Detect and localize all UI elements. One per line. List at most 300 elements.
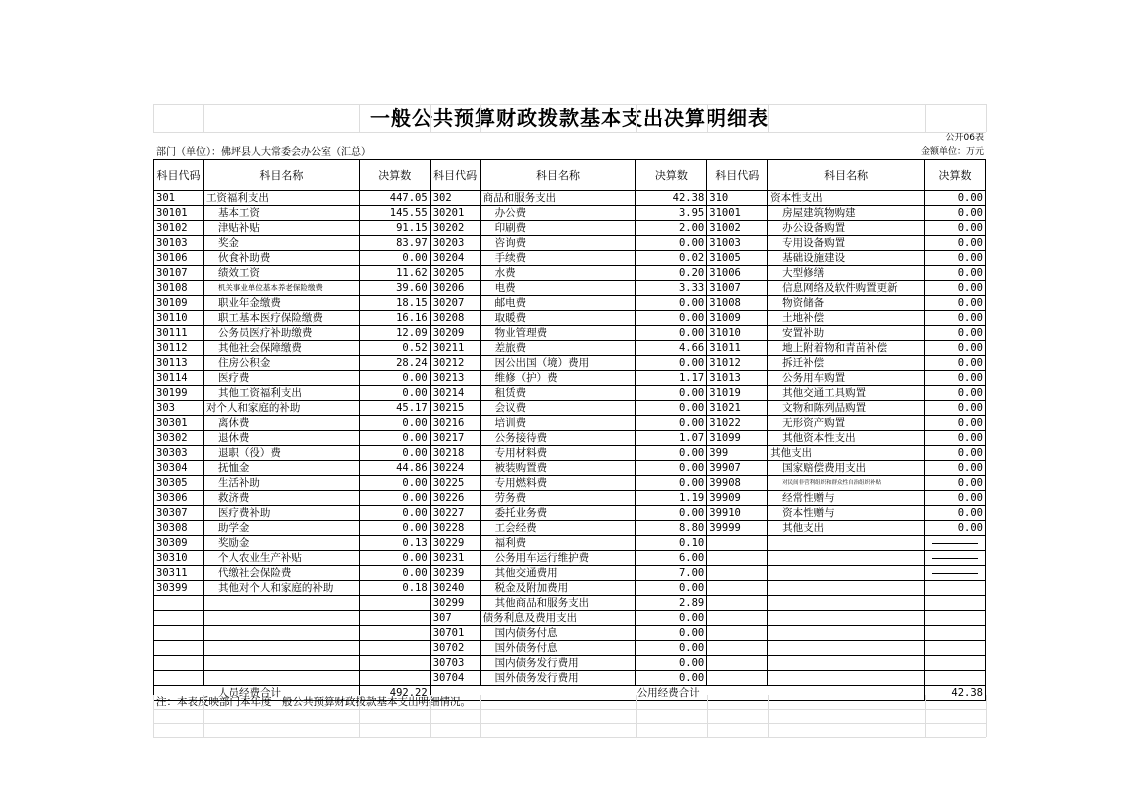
public-total-value: 42.38 xyxy=(925,686,986,701)
cell-name-3: 其他交通工具购置 xyxy=(768,386,925,401)
cell-amount-1: 83.97 xyxy=(359,236,430,251)
cell-name-1: 生活补助 xyxy=(203,476,359,491)
cell-amount-2: 1.07 xyxy=(636,431,707,446)
cell-code-1: 30304 xyxy=(154,461,204,476)
cell-amount-1: 45.17 xyxy=(359,401,430,416)
cell-amount-1: 16.16 xyxy=(359,311,430,326)
cell-code-2: 30226 xyxy=(430,491,480,506)
cell-code-1 xyxy=(154,671,204,686)
cell-name-2: 商品和服务支出 xyxy=(480,191,636,206)
cell-amount-3: 0.00 xyxy=(925,461,986,476)
cell-code-2: 30702 xyxy=(430,641,480,656)
cell-amount-3 xyxy=(925,551,986,566)
cell-name-2: 因公出国（境）费用 xyxy=(480,356,636,371)
cell-name-2: 邮电费 xyxy=(480,296,636,311)
cell-name-3 xyxy=(768,581,925,596)
cell-amount-3 xyxy=(925,536,986,551)
cell-code-1: 30112 xyxy=(154,341,204,356)
cell-amount-1: 11.62 xyxy=(359,266,430,281)
cell-amount-3: 0.00 xyxy=(925,431,986,446)
cell-code-1: 30102 xyxy=(154,221,204,236)
table-row xyxy=(154,401,986,416)
cell-amount-1: 0.00 xyxy=(359,446,430,461)
cell-amount-2: 2.00 xyxy=(636,221,707,236)
cell-amount-3 xyxy=(925,611,986,626)
cell-amount-1 xyxy=(359,626,430,641)
cell-code-3: 31013 xyxy=(707,371,768,386)
cell-name-1: 退职（役）费 xyxy=(203,446,359,461)
cell-amount-2: 3.95 xyxy=(636,206,707,221)
cell-amount-1: 0.00 xyxy=(359,566,430,581)
cell-name-3: 经常性赠与 xyxy=(768,491,925,506)
cell-name-2: 维修（护）费 xyxy=(480,371,636,386)
dash-mark xyxy=(932,558,978,559)
cell-amount-3: 0.00 xyxy=(925,371,986,386)
cell-amount-3: 0.00 xyxy=(925,446,986,461)
table-row xyxy=(154,281,986,296)
cell-code-2: 30701 xyxy=(430,626,480,641)
cell-name-2: 被装购置费 xyxy=(480,461,636,476)
grid-line xyxy=(203,695,204,737)
cell-amount-1: 145.55 xyxy=(359,206,430,221)
cell-code-3 xyxy=(707,656,768,671)
cell-name-3: 土地补偿 xyxy=(768,311,925,326)
cell-amount-2: 0.02 xyxy=(636,251,707,266)
table-row xyxy=(154,431,986,446)
cell-amount-3 xyxy=(925,581,986,596)
table-row xyxy=(154,206,986,221)
cell-code-1: 30101 xyxy=(154,206,204,221)
grid-line xyxy=(768,104,769,132)
cell-code-1: 30301 xyxy=(154,416,204,431)
cell-code-1 xyxy=(154,611,204,626)
cell-name-3: 办公设备购置 xyxy=(768,221,925,236)
cell-name-1: 奖励金 xyxy=(203,536,359,551)
header-code-2: 科目代码 xyxy=(430,160,480,191)
cell-amount-2: 3.33 xyxy=(636,281,707,296)
table-row xyxy=(154,476,986,491)
cell-code-3: 31021 xyxy=(707,401,768,416)
cell-name-2: 公务用车运行维护费 xyxy=(480,551,636,566)
table-row xyxy=(154,521,986,536)
cell-name-2: 委托业务费 xyxy=(480,506,636,521)
cell-name-1: 其他社会保障缴费 xyxy=(203,341,359,356)
cell-code-2: 30227 xyxy=(430,506,480,521)
table-row xyxy=(154,536,986,551)
grid-line xyxy=(636,695,637,737)
table-row xyxy=(154,446,986,461)
cell-amount-1: 0.00 xyxy=(359,386,430,401)
cell-name-2: 国内债务发行费用 xyxy=(480,656,636,671)
cell-code-1: 30305 xyxy=(154,476,204,491)
cell-code-3: 31012 xyxy=(707,356,768,371)
cell-amount-1 xyxy=(359,656,430,671)
cell-code-3: 31008 xyxy=(707,296,768,311)
cell-name-3: 地上附着物和青苗补偿 xyxy=(768,341,925,356)
cell-code-2: 30213 xyxy=(430,371,480,386)
cell-code-3: 31002 xyxy=(707,221,768,236)
cell-name-3: 其他支出 xyxy=(768,521,925,536)
cell-code-2: 307 xyxy=(430,611,480,626)
cell-amount-1: 0.00 xyxy=(359,251,430,266)
cell-amount-3 xyxy=(925,626,986,641)
cell-name-1: 其他对个人和家庭的补助 xyxy=(203,581,359,596)
cell-name-1: 退休费 xyxy=(203,431,359,446)
cell-amount-2: 0.00 xyxy=(636,476,707,491)
grid-line xyxy=(153,737,986,738)
grid-line xyxy=(636,104,637,132)
cell-amount-1: 0.00 xyxy=(359,506,430,521)
cell-amount-3: 0.00 xyxy=(925,416,986,431)
table-row xyxy=(154,311,986,326)
cell-amount-1: 18.15 xyxy=(359,296,430,311)
cell-name-3: 文物和陈列品购置 xyxy=(768,401,925,416)
cell-amount-3: 0.00 xyxy=(925,491,986,506)
cell-code-2: 30299 xyxy=(430,596,480,611)
cell-amount-2: 0.00 xyxy=(636,581,707,596)
cell-name-2: 培训费 xyxy=(480,416,636,431)
cell-code-1: 30306 xyxy=(154,491,204,506)
cell-name-2: 福利费 xyxy=(480,536,636,551)
table-row xyxy=(154,386,986,401)
table-row xyxy=(154,506,986,521)
cell-name-2: 电费 xyxy=(480,281,636,296)
header-amount-1: 决算数 xyxy=(359,160,430,191)
header-code-3: 科目代码 xyxy=(707,160,768,191)
cell-code-2: 30218 xyxy=(430,446,480,461)
cell-name-1: 医疗费补助 xyxy=(203,506,359,521)
cell-code-3 xyxy=(707,536,768,551)
cell-name-1: 公务员医疗补助缴费 xyxy=(203,326,359,341)
cell-code-1 xyxy=(154,596,204,611)
cell-amount-3: 0.00 xyxy=(925,251,986,266)
cell-name-3: 公务用车购置 xyxy=(768,371,925,386)
cell-name-3: 拆迁补偿 xyxy=(768,356,925,371)
cell-code-3 xyxy=(707,581,768,596)
cell-code-2: 30214 xyxy=(430,386,480,401)
cell-amount-2: 0.00 xyxy=(636,356,707,371)
cell-amount-1: 0.00 xyxy=(359,476,430,491)
cell-amount-2: 0.00 xyxy=(636,326,707,341)
cell-amount-2: 0.00 xyxy=(636,506,707,521)
grid-line xyxy=(707,104,708,132)
cell-amount-3: 0.00 xyxy=(925,386,986,401)
table-row xyxy=(154,296,986,311)
cell-code-1: 30199 xyxy=(154,386,204,401)
cell-code-1: 303 xyxy=(154,401,204,416)
cell-code-1 xyxy=(154,626,204,641)
cell-name-3 xyxy=(768,656,925,671)
cell-amount-2: 0.00 xyxy=(636,656,707,671)
cell-amount-3: 0.00 xyxy=(925,266,986,281)
table-row xyxy=(154,566,986,581)
cell-amount-2: 0.00 xyxy=(636,311,707,326)
cell-name-3 xyxy=(768,641,925,656)
grid-line xyxy=(480,695,481,737)
cell-amount-3 xyxy=(925,566,986,581)
cell-name-3: 大型修缮 xyxy=(768,266,925,281)
cell-amount-3: 0.00 xyxy=(925,281,986,296)
cell-name-2: 其他交通费用 xyxy=(480,566,636,581)
table-row xyxy=(154,341,986,356)
grid-line xyxy=(359,104,360,132)
cell-amount-1: 91.15 xyxy=(359,221,430,236)
cell-amount-1 xyxy=(359,671,430,686)
cell-name-2: 其他商品和服务支出 xyxy=(480,596,636,611)
grid-line xyxy=(430,695,431,737)
cell-name-2: 会议费 xyxy=(480,401,636,416)
cell-code-2: 30209 xyxy=(430,326,480,341)
cell-code-3: 31011 xyxy=(707,341,768,356)
cell-name-3 xyxy=(768,596,925,611)
cell-name-1: 个人农业生产补贴 xyxy=(203,551,359,566)
cell-name-1 xyxy=(203,641,359,656)
cell-amount-2: 7.00 xyxy=(636,566,707,581)
cell-name-2: 水费 xyxy=(480,266,636,281)
cell-code-3: 39908 xyxy=(707,476,768,491)
grid-line xyxy=(925,695,926,737)
cell-name-1 xyxy=(203,611,359,626)
cell-name-3: 信息网络及软件购置更新 xyxy=(768,281,925,296)
cell-code-2: 30239 xyxy=(430,566,480,581)
cell-name-1: 绩效工资 xyxy=(203,266,359,281)
cell-name-3: 安置补助 xyxy=(768,326,925,341)
grid-line xyxy=(153,709,986,710)
cell-code-3: 39907 xyxy=(707,461,768,476)
cell-amount-3: 0.00 xyxy=(925,401,986,416)
cell-name-1: 抚恤金 xyxy=(203,461,359,476)
table-row xyxy=(154,356,986,371)
cell-code-2: 30203 xyxy=(430,236,480,251)
table-row xyxy=(154,326,986,341)
header-amount-2: 决算数 xyxy=(636,160,707,191)
cell-name-1: 代缴社会保险费 xyxy=(203,566,359,581)
cell-amount-2: 1.19 xyxy=(636,491,707,506)
cell-name-2: 咨询费 xyxy=(480,236,636,251)
cell-code-3: 31019 xyxy=(707,386,768,401)
table-body xyxy=(154,160,986,701)
cell-code-3 xyxy=(707,551,768,566)
cell-code-1 xyxy=(154,656,204,671)
cell-name-2: 手续费 xyxy=(480,251,636,266)
cell-name-3: 资本性支出 xyxy=(768,191,925,206)
cell-amount-2: 0.00 xyxy=(636,401,707,416)
cell-amount-2: 0.10 xyxy=(636,536,707,551)
cell-amount-1 xyxy=(359,641,430,656)
cell-name-1: 职工基本医疗保险缴费 xyxy=(203,311,359,326)
cell-amount-2: 6.00 xyxy=(636,551,707,566)
cell-code-2: 30211 xyxy=(430,341,480,356)
cell-name-1: 津贴补贴 xyxy=(203,221,359,236)
table-row xyxy=(154,641,986,656)
cell-code-1: 30110 xyxy=(154,311,204,326)
table-row xyxy=(154,461,986,476)
cell-name-3: 专用设备购置 xyxy=(768,236,925,251)
cell-code-2: 30215 xyxy=(430,401,480,416)
cell-code-3 xyxy=(707,641,768,656)
table-row xyxy=(154,266,986,281)
cell-code-3: 31009 xyxy=(707,311,768,326)
cell-name-3 xyxy=(768,566,925,581)
cell-name-2: 国外债务付息 xyxy=(480,641,636,656)
cell-code-1: 301 xyxy=(154,191,204,206)
cell-code-3 xyxy=(707,566,768,581)
cell-name-1: 奖金 xyxy=(203,236,359,251)
table-row xyxy=(154,191,986,206)
footnote: 注：本表反映部门本年度一般公共预算财政拨款基本支出明细情况。 xyxy=(156,696,471,708)
cell-code-2: 30206 xyxy=(430,281,480,296)
cell-code-3: 39999 xyxy=(707,521,768,536)
cell-amount-2: 0.00 xyxy=(636,296,707,311)
cell-name-1: 对个人和家庭的补助 xyxy=(203,401,359,416)
cell-amount-1 xyxy=(359,611,430,626)
cell-code-2: 30208 xyxy=(430,311,480,326)
cell-code-1: 30309 xyxy=(154,536,204,551)
cell-name-2: 债务利息及费用支出 xyxy=(480,611,636,626)
cell-code-1: 30114 xyxy=(154,371,204,386)
cell-code-3: 31005 xyxy=(707,251,768,266)
cell-name-3: 物资储备 xyxy=(768,296,925,311)
cell-code-3: 31003 xyxy=(707,236,768,251)
cell-code-2: 30216 xyxy=(430,416,480,431)
cell-amount-1: 28.24 xyxy=(359,356,430,371)
cell-code-1: 30311 xyxy=(154,566,204,581)
cell-code-2: 30205 xyxy=(430,266,480,281)
cell-amount-3 xyxy=(925,641,986,656)
table-row xyxy=(154,416,986,431)
cell-amount-1: 0.00 xyxy=(359,551,430,566)
cell-amount-1: 39.60 xyxy=(359,281,430,296)
cell-amount-2: 0.00 xyxy=(636,386,707,401)
cell-name-1 xyxy=(203,626,359,641)
cell-code-1: 30108 xyxy=(154,281,204,296)
cell-amount-1 xyxy=(359,596,430,611)
cell-code-2: 30207 xyxy=(430,296,480,311)
table-row xyxy=(154,251,986,266)
cell-amount-1: 0.00 xyxy=(359,431,430,446)
cell-code-1 xyxy=(154,641,204,656)
cell-code-2: 30229 xyxy=(430,536,480,551)
table-row xyxy=(154,611,986,626)
cell-code-1: 30113 xyxy=(154,356,204,371)
cell-name-2: 国外债务发行费用 xyxy=(480,671,636,686)
cell-name-3: 无形资产购置 xyxy=(768,416,925,431)
cell-amount-3: 0.00 xyxy=(925,326,986,341)
cell-code-2: 30217 xyxy=(430,431,480,446)
cell-name-2: 税金及附加费用 xyxy=(480,581,636,596)
cell-name-3: 其他支出 xyxy=(768,446,925,461)
cell-name-2: 租赁费 xyxy=(480,386,636,401)
cell-amount-2: 42.38 xyxy=(636,191,707,206)
cell-amount-3: 0.00 xyxy=(925,341,986,356)
cell-amount-2: 0.00 xyxy=(636,641,707,656)
cell-code-1: 30307 xyxy=(154,506,204,521)
table-row xyxy=(154,551,986,566)
cell-name-1: 离休费 xyxy=(203,416,359,431)
grid-line xyxy=(153,104,986,105)
cell-name-1 xyxy=(203,656,359,671)
cell-code-3: 31022 xyxy=(707,416,768,431)
cell-name-2: 劳务费 xyxy=(480,491,636,506)
dash-mark xyxy=(932,543,978,544)
header-name-2: 科目名称 xyxy=(480,160,636,191)
cell-name-1 xyxy=(203,596,359,611)
cell-code-2: 30225 xyxy=(430,476,480,491)
cell-code-2: 30202 xyxy=(430,221,480,236)
grid-line xyxy=(986,695,987,737)
cell-amount-3: 0.00 xyxy=(925,506,986,521)
cell-amount-3 xyxy=(925,656,986,671)
cell-code-3 xyxy=(707,611,768,626)
department-label: 部门（单位）：佛坪县人大常委会办公室（汇总） xyxy=(156,147,371,158)
cell-name-2: 物业管理费 xyxy=(480,326,636,341)
header-name-1: 科目名称 xyxy=(203,160,359,191)
table-title: 一般公共预算财政拨款基本支出决算明细表 xyxy=(370,106,769,130)
header-name-3: 科目名称 xyxy=(768,160,925,191)
cell-code-2: 30231 xyxy=(430,551,480,566)
cell-code-2: 302 xyxy=(430,191,480,206)
cell-name-2: 取暖费 xyxy=(480,311,636,326)
form-code: 公开06表 xyxy=(945,133,984,143)
cell-code-1: 30303 xyxy=(154,446,204,461)
personnel-total-value: 492.22 xyxy=(359,686,430,701)
cell-code-1: 30308 xyxy=(154,521,204,536)
cell-name-3 xyxy=(768,671,925,686)
cell-amount-3: 0.00 xyxy=(925,476,986,491)
cell-code-2: 30240 xyxy=(430,581,480,596)
cell-name-2: 公务接待费 xyxy=(480,431,636,446)
cell-code-2: 30704 xyxy=(430,671,480,686)
cell-amount-1: 0.00 xyxy=(359,416,430,431)
cell-amount-3 xyxy=(925,596,986,611)
table-row xyxy=(154,236,986,251)
grid-line xyxy=(153,723,986,724)
cell-code-2: 30201 xyxy=(430,206,480,221)
table-row xyxy=(154,581,986,596)
table-row xyxy=(154,371,986,386)
cell-name-1: 工资福利支出 xyxy=(203,191,359,206)
grid-line xyxy=(153,104,154,132)
cell-amount-1: 0.13 xyxy=(359,536,430,551)
header-row xyxy=(154,160,986,191)
cell-name-3: 其他资本性支出 xyxy=(768,431,925,446)
cell-name-1: 救济费 xyxy=(203,491,359,506)
cell-code-1: 30109 xyxy=(154,296,204,311)
cell-amount-2: 0.00 xyxy=(636,446,707,461)
cell-amount-3 xyxy=(925,671,986,686)
cell-code-3: 31001 xyxy=(707,206,768,221)
cell-name-1 xyxy=(203,671,359,686)
cell-amount-2: 1.17 xyxy=(636,371,707,386)
table-row xyxy=(154,656,986,671)
cell-code-3: 31007 xyxy=(707,281,768,296)
cell-code-1: 30106 xyxy=(154,251,204,266)
public-total-label: 公用经费合计 xyxy=(430,686,924,701)
cell-name-3: 基础设施建设 xyxy=(768,251,925,266)
cell-name-3 xyxy=(768,536,925,551)
cell-code-2: 30703 xyxy=(430,656,480,671)
cell-amount-2: 4.66 xyxy=(636,341,707,356)
cell-code-2: 30212 xyxy=(430,356,480,371)
cell-name-1: 其他工资福利支出 xyxy=(203,386,359,401)
detail-table xyxy=(153,159,986,701)
cell-amount-3: 0.00 xyxy=(925,191,986,206)
grid-line xyxy=(359,695,360,737)
cell-amount-1: 44.86 xyxy=(359,461,430,476)
table-row xyxy=(154,626,986,641)
cell-name-3: 资本性赠与 xyxy=(768,506,925,521)
cell-name-1: 医疗费 xyxy=(203,371,359,386)
